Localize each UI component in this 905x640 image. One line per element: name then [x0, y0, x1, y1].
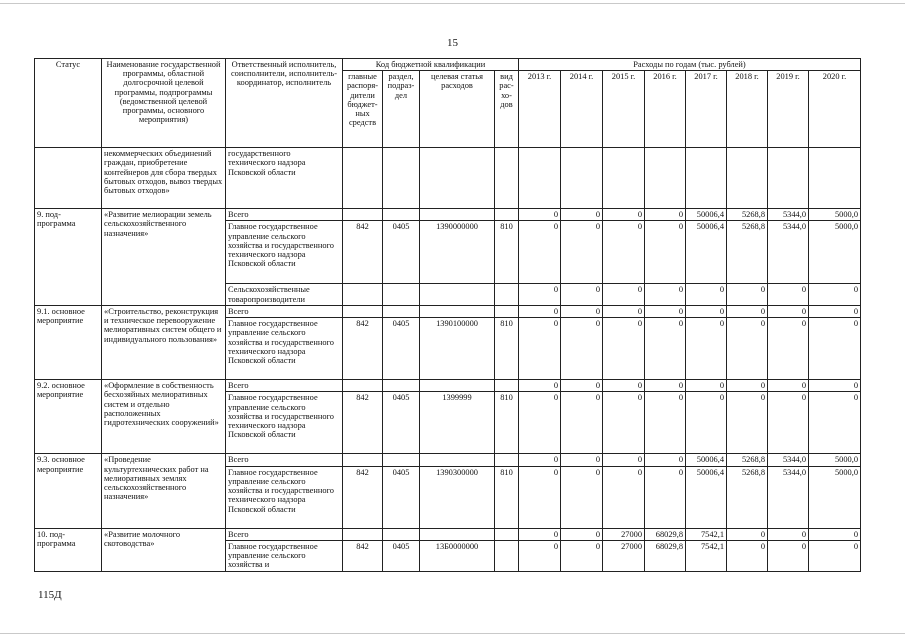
table-row-continued — [35, 148, 861, 209]
year-value-cell: 0 — [768, 284, 809, 305]
header-executor: Ответственный исполнитель, соисполнители, исполнитель-координатор, исполнитель — [226, 59, 343, 148]
executor-cell: Всего — [226, 209, 343, 221]
target-item-cell — [420, 528, 495, 540]
year-value-cell: 0 — [645, 209, 686, 221]
grbs-cell — [343, 284, 383, 305]
year-value-cell: 0 — [768, 540, 809, 571]
year-value-cell: 0 — [519, 466, 561, 528]
year-value-cell: 0 — [768, 318, 809, 380]
year-value-cell: 7542,1 — [686, 528, 727, 540]
status-cell: 9.2. основное мероприятие — [35, 380, 102, 454]
year-value-cell: 0 — [603, 305, 645, 317]
year-value-cell: 0 — [809, 392, 861, 454]
year-value-cell: 0 — [809, 380, 861, 392]
year-value-cell: 0 — [603, 454, 645, 466]
year-value-cell: 0 — [561, 284, 603, 305]
year-value-cell: 0 — [645, 284, 686, 305]
year-value-cell: 50006,4 — [686, 454, 727, 466]
year-value-cell: 0 — [686, 392, 727, 454]
grbs-cell — [343, 380, 383, 392]
year-value-cell: 5344,0 — [768, 454, 809, 466]
executor-cell: Главное государственное управление сельского хозяйства и государственного технического надзора Псковской области — [226, 466, 343, 528]
year-value-cell: 0 — [561, 528, 603, 540]
target-item-cell: 1390000000 — [420, 221, 495, 284]
target-item-cell: 1390300000 — [420, 466, 495, 528]
section-cell: 0405 — [383, 318, 420, 380]
expense-type-cell — [495, 528, 519, 540]
target-item-cell — [420, 380, 495, 392]
expense-type-cell: 810 — [495, 221, 519, 284]
header-year: 2020 г. — [809, 71, 861, 148]
header-budget-code: Код бюджетной квалификации — [343, 59, 519, 71]
year-value-cell: 0 — [603, 392, 645, 454]
year-value-cell: 0 — [727, 318, 768, 380]
header-year: 2018 г. — [727, 71, 768, 148]
year-value-cell: 0 — [561, 209, 603, 221]
grbs-cell — [343, 209, 383, 221]
target-item-cell — [420, 305, 495, 317]
section-cell: 0405 — [383, 221, 420, 284]
grbs-cell: 842 — [343, 392, 383, 454]
section-cell — [383, 305, 420, 317]
year-value-cell: 0 — [519, 284, 561, 305]
header-target-item: целевая статья расходов — [420, 71, 495, 148]
page-number: 15 — [447, 37, 458, 49]
footer-code: 115Д — [38, 589, 62, 601]
name-cell: некоммерческих объединений граждан, приобретение контейнеров для сбора твердых бытовых отходов, вывоз твердых бытовых отходов» — [102, 148, 226, 209]
expense-type-cell: 810 — [495, 392, 519, 454]
year-value-cell: 5000,0 — [809, 466, 861, 528]
header-year: 2013 г. — [519, 71, 561, 148]
scan-edge-top — [0, 3, 905, 4]
grbs-cell — [343, 454, 383, 466]
name-cell: «Строительство, реконструкция и техническое перевооружение мелиоративных систем общего и индивидуального пользования» — [102, 305, 226, 379]
status-cell: 9.3. основное мероприятие — [35, 454, 102, 528]
status-cell: 9. под-программа — [35, 209, 102, 306]
table-header — [35, 59, 861, 148]
year-value-cell: 0 — [727, 528, 768, 540]
year-value-cell: 0 — [519, 540, 561, 571]
header-year: 2019 г. — [768, 71, 809, 148]
year-value-cell: 0 — [809, 305, 861, 317]
executor-cell: Главное государственное управление сельского хозяйства и — [226, 540, 343, 571]
grbs-cell — [343, 305, 383, 317]
year-value-cell: 0 — [561, 454, 603, 466]
year-value-cell: 0 — [645, 466, 686, 528]
section-cell: 0405 — [383, 466, 420, 528]
executor-cell: Сельскохозяйственные товаропроизводители — [226, 284, 343, 305]
year-value-cell: 0 — [727, 284, 768, 305]
year-value-cell: 0 — [519, 318, 561, 380]
table-body — [35, 148, 861, 571]
year-value-cell: 0 — [645, 221, 686, 284]
header-status: Статус — [35, 59, 102, 148]
section-cell: 0405 — [383, 392, 420, 454]
year-value-cell: 0 — [645, 305, 686, 317]
year-value-cell: 0 — [686, 305, 727, 317]
status-cell — [35, 148, 102, 209]
year-value-cell: 0 — [645, 392, 686, 454]
section-cell — [383, 454, 420, 466]
table-row — [35, 454, 861, 466]
year-value-cell: 0 — [809, 318, 861, 380]
executor-cell: Всего — [226, 305, 343, 317]
expense-type-cell — [495, 454, 519, 466]
year-value-cell: 0 — [561, 318, 603, 380]
year-value-cell: 5000,0 — [809, 221, 861, 284]
expense-type-cell — [495, 305, 519, 317]
year-value-cell: 0 — [603, 380, 645, 392]
section-cell — [383, 209, 420, 221]
executor-cell: Главное государственное управление сельского хозяйства и государственного технического надзора Псковской области — [226, 392, 343, 454]
year-value-cell: 0 — [603, 318, 645, 380]
year-value-cell: 0 — [645, 380, 686, 392]
year-value-cell: 0 — [519, 221, 561, 284]
header-year: 2017 г. — [686, 71, 727, 148]
year-value-cell: 0 — [519, 305, 561, 317]
year-value-cell: 27000 — [603, 540, 645, 571]
name-cell: «Оформление в собственность бесхозяйных мелиоративных систем и отдельно расположенных гидротехнических сооружений» — [102, 380, 226, 454]
year-value-cell: 0 — [768, 305, 809, 317]
grbs-cell: 842 — [343, 540, 383, 571]
year-value-cell: 0 — [561, 380, 603, 392]
year-value-cell: 5000,0 — [809, 454, 861, 466]
name-cell: «Развитие мелиорации земель сельскохозяйственного назначения» — [102, 209, 226, 306]
target-item-cell: 1390100000 — [420, 318, 495, 380]
target-item-cell — [420, 284, 495, 305]
year-value-cell: 0 — [727, 540, 768, 571]
year-value-cell: 5344,0 — [768, 209, 809, 221]
scan-edge-bottom — [0, 633, 905, 634]
year-value-cell: 0 — [561, 466, 603, 528]
grbs-cell: 842 — [343, 221, 383, 284]
year-value-cell: 5268,8 — [727, 221, 768, 284]
year-value-cell: 0 — [561, 221, 603, 284]
budget-table — [34, 58, 861, 572]
executor-cell: государственного технического надзора Псковской области — [226, 148, 343, 209]
year-value-cell: 0 — [561, 540, 603, 571]
executor-cell: Главное государственное управление сельского хозяйства и государственного технического надзора Псковской области — [226, 318, 343, 380]
header-name: Наименование государственной программы, областной долгосрочной целевой программы, подпрограммы (ведомственной целевой программы, основного мероприятия) — [102, 59, 226, 148]
table-row — [35, 528, 861, 540]
year-value-cell: 0 — [809, 284, 861, 305]
year-value-cell: 0 — [768, 528, 809, 540]
header-section: раздел, подраз-дел — [383, 71, 420, 148]
executor-cell: Главное государственное управление сельского хозяйства и государственного технического надзора Псковской области — [226, 221, 343, 284]
year-value-cell: 5344,0 — [768, 466, 809, 528]
header-expense-type: вид рас-хо-дов — [495, 71, 519, 148]
year-value-cell: 0 — [519, 209, 561, 221]
target-item-cell: 13Б0000000 — [420, 540, 495, 571]
target-item-cell — [420, 209, 495, 221]
header-grbs: главные распоря-дители бюджет-ных средств — [343, 71, 383, 148]
year-value-cell: 5268,8 — [727, 466, 768, 528]
year-value-cell: 5000,0 — [809, 209, 861, 221]
year-value-cell: 0 — [603, 284, 645, 305]
executor-cell: Всего — [226, 454, 343, 466]
section-cell — [383, 284, 420, 305]
year-value-cell: 50006,4 — [686, 221, 727, 284]
name-cell: «Развитие молочного скотоводства» — [102, 528, 226, 571]
expense-type-cell: 810 — [495, 318, 519, 380]
status-cell: 9.1. основное мероприятие — [35, 305, 102, 379]
year-value-cell: 0 — [603, 209, 645, 221]
header-year: 2015 г. — [603, 71, 645, 148]
name-cell: «Проведение культуртехнических работ на мелиоративных землях сельскохозяйственного назначения» — [102, 454, 226, 528]
year-value-cell: 7542,1 — [686, 540, 727, 571]
year-value-cell: 0 — [727, 380, 768, 392]
status-cell: 10. под-программа — [35, 528, 102, 571]
year-value-cell: 0 — [686, 318, 727, 380]
executor-cell: Всего — [226, 528, 343, 540]
year-value-cell: 0 — [686, 380, 727, 392]
year-value-cell: 0 — [645, 318, 686, 380]
year-value-cell: 50006,4 — [686, 466, 727, 528]
section-cell — [383, 380, 420, 392]
grbs-cell — [343, 528, 383, 540]
executor-cell: Всего — [226, 380, 343, 392]
year-value-cell: 0 — [519, 528, 561, 540]
year-value-cell: 0 — [561, 392, 603, 454]
target-item-cell — [420, 454, 495, 466]
year-value-cell: 0 — [603, 221, 645, 284]
year-value-cell: 0 — [727, 305, 768, 317]
expense-type-cell: 810 — [495, 466, 519, 528]
year-value-cell: 0 — [686, 284, 727, 305]
year-value-cell: 0 — [561, 305, 603, 317]
year-value-cell: 50006,4 — [686, 209, 727, 221]
table-row — [35, 209, 861, 221]
year-value-cell: 0 — [519, 454, 561, 466]
year-value-cell: 0 — [809, 540, 861, 571]
year-value-cell: 5268,8 — [727, 454, 768, 466]
year-value-cell: 0 — [727, 392, 768, 454]
year-value-cell: 0 — [603, 466, 645, 528]
grbs-cell: 842 — [343, 318, 383, 380]
year-value-cell: 0 — [645, 454, 686, 466]
header-year: 2016 г. — [645, 71, 686, 148]
expense-type-cell — [495, 209, 519, 221]
expense-type-cell — [495, 540, 519, 571]
year-value-cell: 0 — [519, 392, 561, 454]
year-value-cell: 0 — [519, 380, 561, 392]
year-value-cell: 68029,8 — [645, 540, 686, 571]
year-value-cell: 0 — [768, 380, 809, 392]
section-cell — [383, 528, 420, 540]
year-value-cell: 5344,0 — [768, 221, 809, 284]
table-row — [35, 380, 861, 392]
expense-type-cell — [495, 284, 519, 305]
section-cell: 0405 — [383, 540, 420, 571]
target-item-cell: 1399999 — [420, 392, 495, 454]
year-value-cell: 0 — [768, 392, 809, 454]
header-year: 2014 г. — [561, 71, 603, 148]
year-value-cell: 5268,8 — [727, 209, 768, 221]
table-row — [35, 305, 861, 317]
year-value-cell: 27000 — [603, 528, 645, 540]
grbs-cell: 842 — [343, 466, 383, 528]
expense-type-cell — [495, 380, 519, 392]
year-value-cell: 68029,8 — [645, 528, 686, 540]
year-value-cell: 0 — [809, 528, 861, 540]
header-expenses: Расходы по годам (тыс. рублей) — [519, 59, 861, 71]
